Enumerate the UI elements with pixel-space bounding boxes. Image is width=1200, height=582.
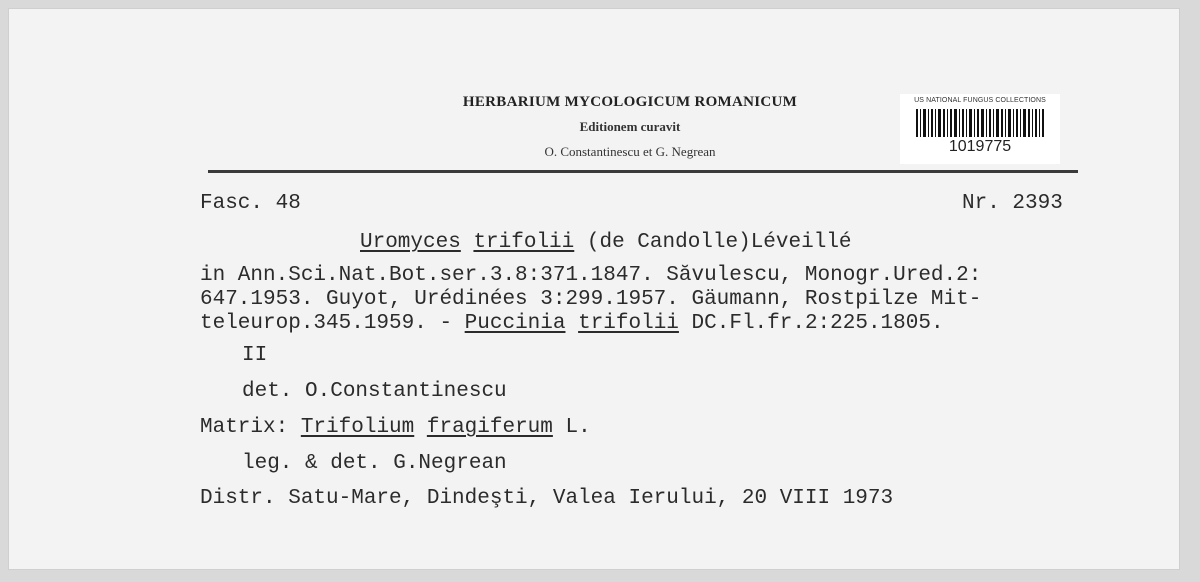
herbarium-subtitle: Editionem curavit xyxy=(579,119,681,134)
fascicle: Fasc. 48 xyxy=(200,192,301,215)
citation-line-2: 647.1953. Guyot, Urédinées 3:299.1957. Gäumann, Rostpilze Mit- xyxy=(200,288,982,311)
taxon-genus: Uromyces xyxy=(360,231,461,254)
header-rule xyxy=(208,170,1078,173)
taxon-author: (de Candolle)Léveillé xyxy=(586,231,852,254)
determiner: det. O.Constantinescu xyxy=(242,380,507,403)
synonym-reference: DC.Fl.fr.2:225.1805. xyxy=(691,312,944,335)
taxon-species: trifolii xyxy=(473,231,575,254)
barcode-sticker xyxy=(900,94,1060,164)
synonym-species: trifolii xyxy=(578,312,679,335)
matrix-label: Matrix: xyxy=(200,416,289,439)
spore-stage: II xyxy=(242,344,268,367)
exsiccata-number: Nr. 2393 xyxy=(962,192,1063,215)
citation-line-3 xyxy=(200,312,944,336)
host-author: L. xyxy=(565,416,591,439)
collector: leg. & det. G.Negrean xyxy=(242,452,507,475)
host-genus: Trifolium xyxy=(300,416,415,439)
matrix-line xyxy=(200,416,591,440)
barcode-caption: US NATIONAL FUNGUS COLLECTIONS xyxy=(914,97,1046,104)
barcode-icon xyxy=(916,109,1044,137)
locality: Distr. Satu-Mare, Dindeşti, Valea Ierului, 20 VIII 1973 xyxy=(200,487,894,510)
citation-line-3-prefix: teleurop.345.1959. - xyxy=(200,312,465,335)
herbarium-title: HERBARIUM MYCOLOGICUM ROMANICUM xyxy=(462,94,798,110)
citation-line-1: in Ann.Sci.Nat.Bot.ser.3.8:371.1847. Săvulescu, Monogr.Ured.2: xyxy=(200,264,982,287)
barcode-number: 1019775 xyxy=(948,138,1012,155)
taxon-name xyxy=(360,231,852,255)
synonym-genus: Puccinia xyxy=(464,312,566,335)
herbarium-editors: O. Constantinescu et G. Negrean xyxy=(544,144,716,159)
host-species: fragiferum xyxy=(426,416,553,439)
